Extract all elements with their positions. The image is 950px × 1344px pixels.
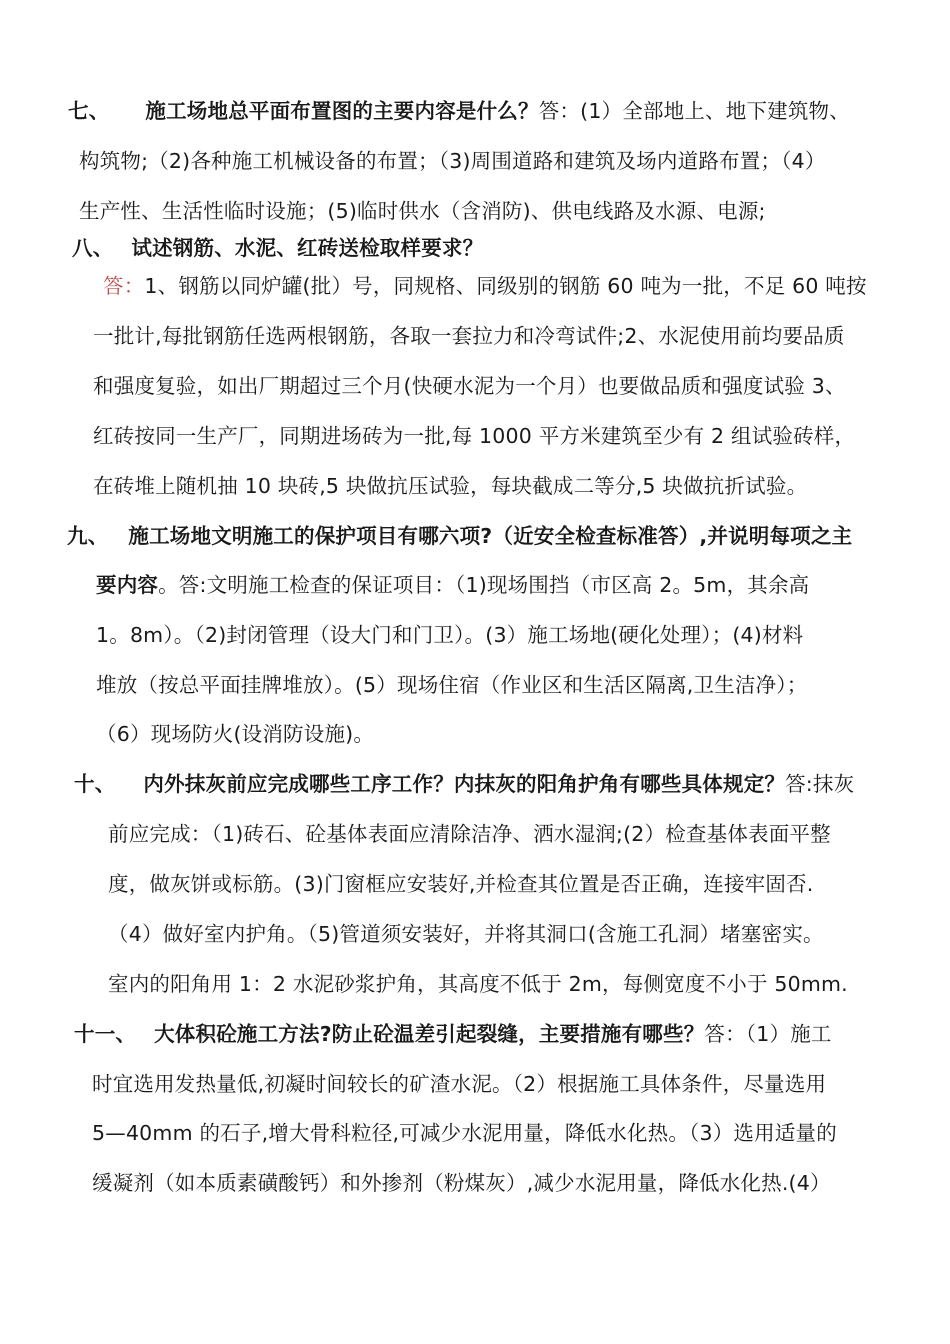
section-9-answer-line: 堆放（按总平面挂牌堆放）。(5）现场住宿（作业区和生活区隔离,卫生洁净）； [96,673,808,697]
section-11-answer-line: 5—40mm 的石子,增大骨科粒径,可减少水泥用量，降低水化热。（3）选用适量的 [92,1121,837,1145]
section-10-answer-line: （4）做好室内护角。（5)管道须安装好，并将其洞口(含施工孔洞）堵塞密实。 [108,922,824,946]
section-11-answer-line: 缓凝剂（如本质素磺酸钙）和外掺剂（粉煤灰）,减少水泥用量，降低水化热.(4） [92,1171,831,1195]
section-11-number: 十一、 [74,1022,137,1046]
section-8-question: 试述钢筋、水泥、红砖送检取样要求？ [131,236,484,260]
section-9-number: 九、 [67,524,109,548]
section-8-answer-line [103,272,867,300]
section-11-question: 大体积砼施工方法?防止砼温差引起裂缝，主要措施有哪些？ [154,1022,705,1046]
section-10-answer-line: 室内的阳角用 1：2 水泥砂浆护角，其高度不低于 2m，每侧宽度不小于 50mm. [108,972,848,996]
section-8-number: 八、 [72,236,114,260]
section-8-answer-line: 和强度复验，如出厂期超过三个月(快硬水泥为一个月）也要做品质和强度试验 3、 [93,374,846,398]
section-8-answer-label: 答： [103,274,145,298]
section-9-answer-text: 。答:文明施工检查的保证项目：（1)现场围挡（市区高 2。5m，其余高 [158,573,810,597]
section-10-heading-line [74,770,854,798]
section-9-answer-line: 1。8m）。（2)封闭管理（设大门和门卫）。(3）施工场地(硬化处理）；(4)材料 [96,623,804,647]
section-7-answer-line: 构筑物;（2)各种施工机械设备的布置；（3)周围道路和建筑及场内道路布置；（4） [79,149,826,173]
section-9-answer-line [96,571,809,599]
section-7-heading-line [68,97,850,125]
section-9-answer-line: （6）现场防火(设消防设施)。 [96,722,375,746]
section-10-answer-line: 答:抹灰 [785,772,855,796]
section-8-answer-line: 一批计,每批钢筋任选两根钢筋，各取一套拉力和冷弯试件;2、水泥使用前均要品质 [93,324,845,348]
section-11-answer-line: 时宜选用发热量低,初凝时间较长的矿渣水泥。（2）根据施工具体条件，尽量选用 [92,1072,827,1096]
section-10-number: 十、 [74,772,116,796]
section-7-answer-line: 生产性、生活性临时设施；(5)临时供水（含消防)、供电线路及水源、电源; [79,199,766,223]
section-8-answer-text: 1、钢筋以同炉罐(批）号，同规格、同级别的钢筋 60 吨为一批，不足 60 吨按 [144,274,867,298]
section-8-answer-line: 红砖按同一生产厂，同期进场砖为一批,每 1000 平方米建筑至少有 2 组试验砖样， [93,424,856,448]
section-9-question-cont: 要内容 [96,573,159,597]
section-10-answer-line: 度，做灰饼或标筋。(3)门窗框应安装好,并检查其位置是否正确，连接牢固否. [108,872,814,896]
section-8-heading-line [72,234,483,262]
section-10-question: 内外抹灰前应完成哪些工序工作？内抹灰的阳角护角有哪些具体规定？ [143,772,786,796]
section-9-heading-line [67,522,852,550]
section-9-question: 施工场地文明施工的保护项目有哪六项?（近安全检查标准答）,并说明每项之主 [128,524,853,548]
section-7-question: 施工场地总平面布置图的主要内容是什么？ [145,99,539,123]
section-10-answer-line: 前应完成：（1)砖石、砼基体表面应清除洁净、洒水湿润;(2）检查基体表面平整 [108,822,831,846]
section-7-number: 七、 [68,99,110,123]
section-11-heading-line [74,1020,832,1048]
section-8-answer-line: 在砖堆上随机抽 10 块砖,5 块做抗压试验，每块截成二等分,5 块做抗折试验。 [93,474,808,498]
section-11-answer-line: 答：（1）施工 [704,1022,832,1046]
section-7-answer-line: 答：(1）全部地上、地下建筑物、 [538,99,850,123]
